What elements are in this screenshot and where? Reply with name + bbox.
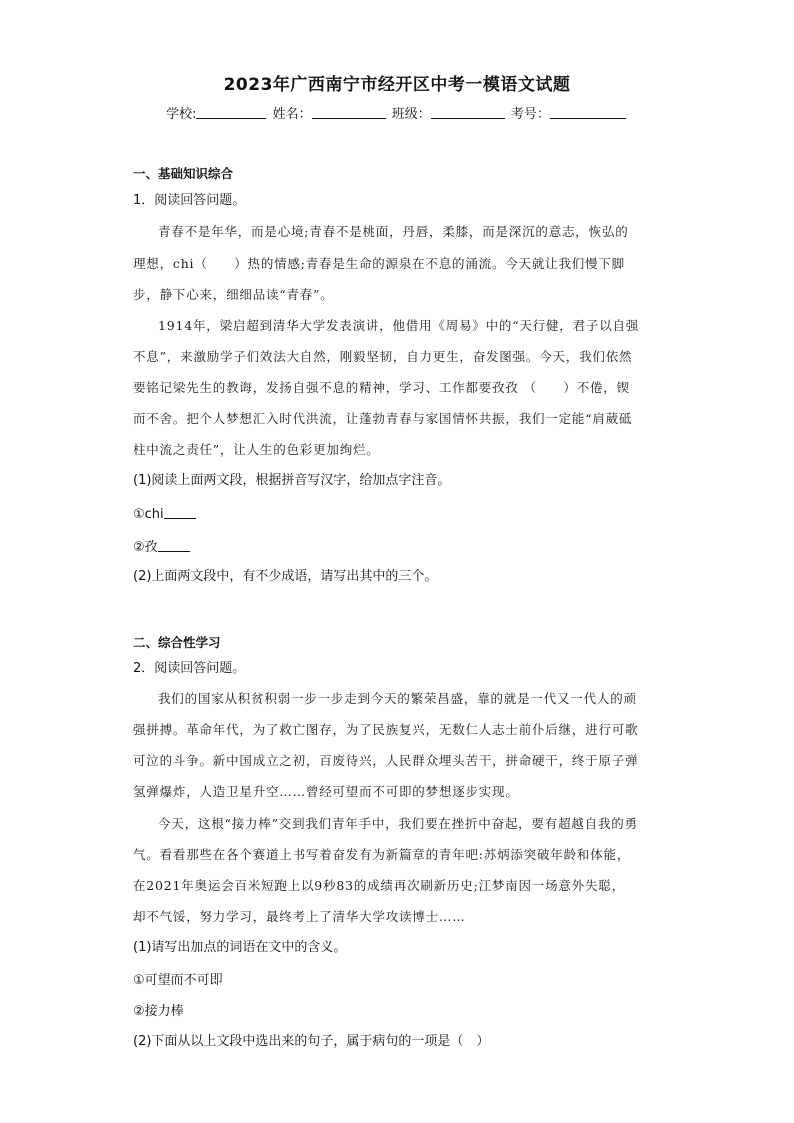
passage-line: 理想，chi（ ）热的情感;青春是生命的源泉在不息的涌流。今天就让我们慢下脚 bbox=[133, 256, 625, 271]
question-stem: 2．阅读回答问题。 bbox=[133, 661, 246, 676]
sub-question: (2)下面从以上文段中选出来的句子，属于病句的一项是（ ） bbox=[133, 1034, 490, 1049]
answer-item: ①可望而不可即 bbox=[133, 973, 223, 988]
sub-question: (1)请写出加点的词语在文中的含义。 bbox=[133, 940, 347, 955]
sub-question: (2)上面两文段中，有不少成语，请写出其中的三个。 bbox=[133, 569, 438, 584]
passage-line: 柱中流之责任”，让人生的色彩更加绚烂。 bbox=[133, 442, 380, 457]
passage-line: 1914年，梁启超到清华大学发表演讲，他借用《周易》中的“天行健，君子以自强 bbox=[158, 318, 640, 333]
answer-blank[interactable] bbox=[158, 539, 190, 552]
exam-title: 2023年广西南宁市经开区中考一模语文试题 bbox=[223, 75, 571, 95]
number-label: 考号： bbox=[510, 107, 550, 122]
answer-blank[interactable] bbox=[164, 506, 196, 519]
answer-item: ②接力棒 bbox=[133, 1004, 184, 1019]
question-stem: 1．阅读回答问题。 bbox=[133, 193, 246, 208]
name-blank[interactable] bbox=[312, 106, 386, 119]
passage-line: 步，静下心来，细细品读“青春”。 bbox=[133, 287, 334, 302]
passage-line: 青春不是年华，而是心境;青春不是桃面，丹唇，柔膝，而是深沉的意志，恢弘的 bbox=[158, 224, 629, 239]
passage-line: 在2021年奥运会百米短跑上以9秒83的成绩再次刷新历史;江梦南因一场意外失聪， bbox=[133, 878, 625, 893]
answer-item bbox=[133, 539, 190, 557]
answer-item-label: ①chi bbox=[133, 507, 164, 522]
class-label: 班级： bbox=[391, 107, 431, 122]
passage-line: 却不气馁，努力学习，最终考上了清华大学攻读博士…… bbox=[133, 909, 466, 924]
section-heading: 一、基础知识综合 bbox=[133, 166, 234, 181]
passage-line: 要铭记梁先生的教诲，发扬自强不息的精神，学习、工作都要孜孜 （ ）不倦，锲 bbox=[133, 380, 630, 395]
section-heading: 二、综合性学习 bbox=[133, 635, 221, 650]
passage-line: 强拼搏。革命年代，为了救亡图存，为了民族复兴，无数仁人志士前仆后继，进行可歌 bbox=[133, 722, 639, 737]
passage-line: 氢弹爆炸，人造卫星升空……曾经可望而不可即的梦想逐步实现。 bbox=[133, 784, 519, 799]
passage-line: 今天，这根“接力棒”交到我们青年手中，我们要在挫折中奋起，要有超越自我的勇 bbox=[158, 816, 638, 831]
passage-line: 而不舍。把个人梦想汇入时代洪流，让蓬勃青春与家国情怀共振，我们一定能“肩葳砥 bbox=[133, 411, 633, 426]
passage-line: 我们的国家从积贫积弱一步一步走到今天的繁荣昌盛，靠的就是一代又一代人的顽 bbox=[158, 691, 637, 706]
class-blank[interactable] bbox=[431, 106, 505, 119]
passage-line: 气。看看那些在各个赛道上书写着奋发有为新篇章的青年吧:苏炳添突破年龄和体能， bbox=[133, 847, 631, 862]
passage-line: 可泣的斗争。新中国成立之初，百废待兴，人民群众埋头苦干，拼命硬干，终于原子弹 bbox=[133, 753, 639, 768]
sub-question: (1)阅读上面两文段，根据拼音写汉字，给加点字注音。 bbox=[133, 473, 451, 488]
school-blank[interactable] bbox=[196, 106, 266, 119]
name-label: 姓名： bbox=[272, 107, 312, 122]
answer-item-label: ②孜 bbox=[133, 540, 158, 555]
answer-item bbox=[133, 506, 196, 524]
school-label: 学校: bbox=[166, 107, 197, 122]
passage-line: 不息”，来激励学子们效法大自然，刚毅坚韧，自力更生，奋发图强。今天，我们依然 bbox=[133, 349, 633, 364]
student-info-line bbox=[0, 103, 794, 122]
number-blank[interactable] bbox=[550, 106, 626, 119]
